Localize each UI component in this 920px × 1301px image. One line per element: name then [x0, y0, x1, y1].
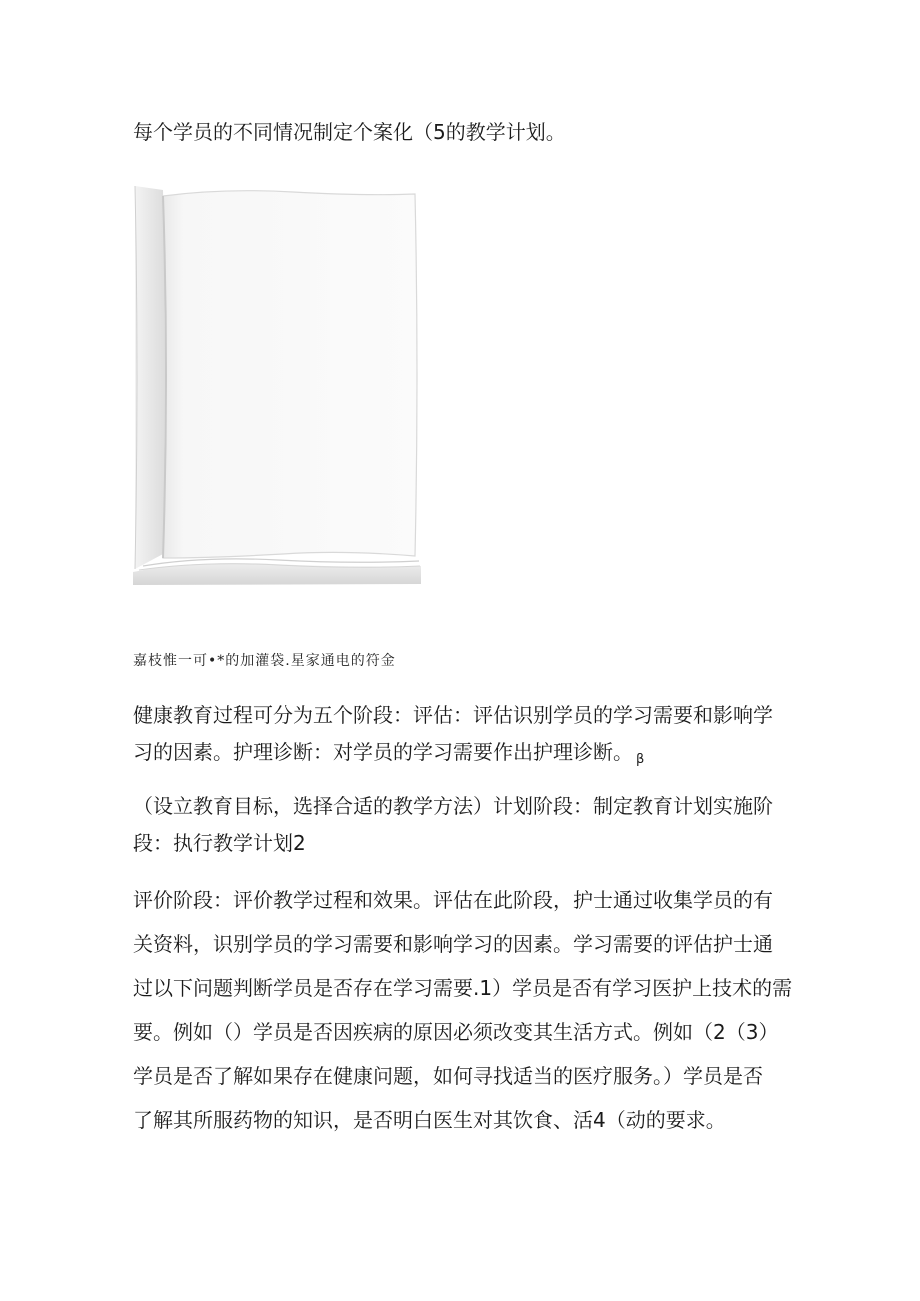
paragraph-line: 评价阶段：评价教学过程和效果。评估在此阶段，护士通过收集学员的有: [133, 888, 773, 912]
intro-sentence: 每个学员的不同情况制定个案化（5的教学计划。: [133, 120, 566, 144]
paragraph-line: [133, 734, 793, 778]
paragraph-line: 了解其所服药物的知识，是否明白医生对其饮食、活4（动的要求。: [133, 1108, 726, 1132]
right-page-shape: [163, 191, 417, 558]
paragraph-planning: [133, 788, 793, 862]
paragraph-line: 学员是否了解如果存在健康问题，如何寻找适当的医疗服务。）学员是否: [133, 1064, 763, 1088]
paragraph-evaluation: [133, 878, 793, 1142]
paragraph-line: 要。例如（）学员是否因疾病的原因必须改变其生活方式。例如（2（3）: [133, 1020, 779, 1044]
paragraph-line: 关资料，识别学员的学习需要和影响学习的因素。学习需要的评估护士通: [133, 932, 773, 956]
paragraph-stages: [133, 697, 793, 778]
paragraph-line: 过以下问题判断学员是否存在学习需要.1）学员是否有学习医护上技术的需: [133, 976, 793, 1000]
left-page-shape: [135, 186, 165, 569]
paragraph-line-text: 习的因素。护理诊断：对学员的学习需要作出护理诊断。: [133, 740, 633, 764]
beta-mark: β: [636, 752, 645, 767]
blank-book-illustration: [133, 184, 421, 588]
paragraph-line: 健康教育过程可分为五个阶段：评估：评估识别学员的学习需要和影响学: [133, 703, 773, 727]
open-book-image: [133, 184, 421, 588]
paragraph-line: 段：执行教学计划2: [133, 831, 306, 855]
figure-caption: 嘉枝惟一可•*的加灌袋.星家通电的符金: [133, 653, 396, 669]
paragraph-line: （设立教育目标，选择合适的教学方法）计划阶段：制定教育计划实施阶: [133, 794, 773, 818]
